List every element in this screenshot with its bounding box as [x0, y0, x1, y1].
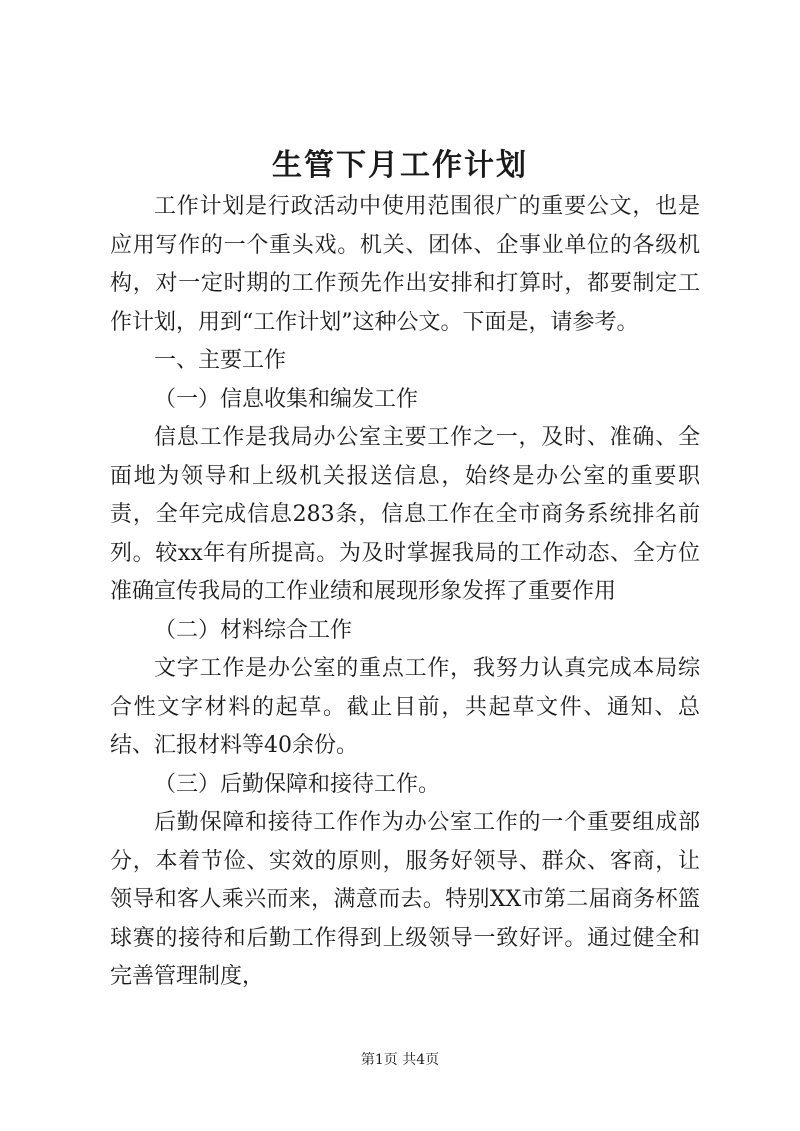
info-work-paragraph: 信息工作是我局办公室主要工作之一，及时、准确、全面地为领导和上级机关报送信息，始终是办公室的重要职责，全年完成信息283条，信息工作在全市商务系统排名前列。较xx年有所提高。为及时掌握我局的工作动态、全方位准确宣传我局的工作业绩和展现形象发挥了重要作用 — [110, 425, 700, 604]
subsection-heading-logistics: （三）后勤保障和接待工作。 — [154, 771, 441, 797]
section-heading-main-work: 一、主要工作 — [154, 348, 287, 373]
document-body — [110, 188, 700, 997]
intro-paragraph: 工作计划是行政活动中使用范围很广的重要公文，也是应用写作的一个重头戏。机关、团体、企事业单位的各级机构，对一定时期的工作预先作出安排和打算时，都要制定工作计划，用到“工作计划”这种公文。下面是，请参考。 — [110, 194, 700, 335]
page-footer: 第1页 共4页 — [360, 1052, 440, 1068]
document-title: 生管下月工作计划 — [272, 148, 528, 183]
subsection-heading-materials: （二）材料综合工作 — [154, 617, 353, 643]
materials-work-paragraph: 文字工作是办公室的重点工作，我努力认真完成本局综合性文字材料的起草。截止目前，共起草文件、通知、总结、汇报材料等40余份。 — [110, 656, 700, 758]
logistics-work-paragraph: 后勤保障和接待工作作为办公室工作的一个重要组成部分，本着节俭、实效的原则，服务好领导、群众、客商，让领导和客人乘兴而来，满意而去。特别XX市第二届商务杯篮球赛的接待和后勤工作得到上级领导一致好评。通过健全和完善管理制度， — [110, 810, 700, 989]
subsection-heading-info: （一）信息收集和编发工作 — [154, 386, 419, 412]
